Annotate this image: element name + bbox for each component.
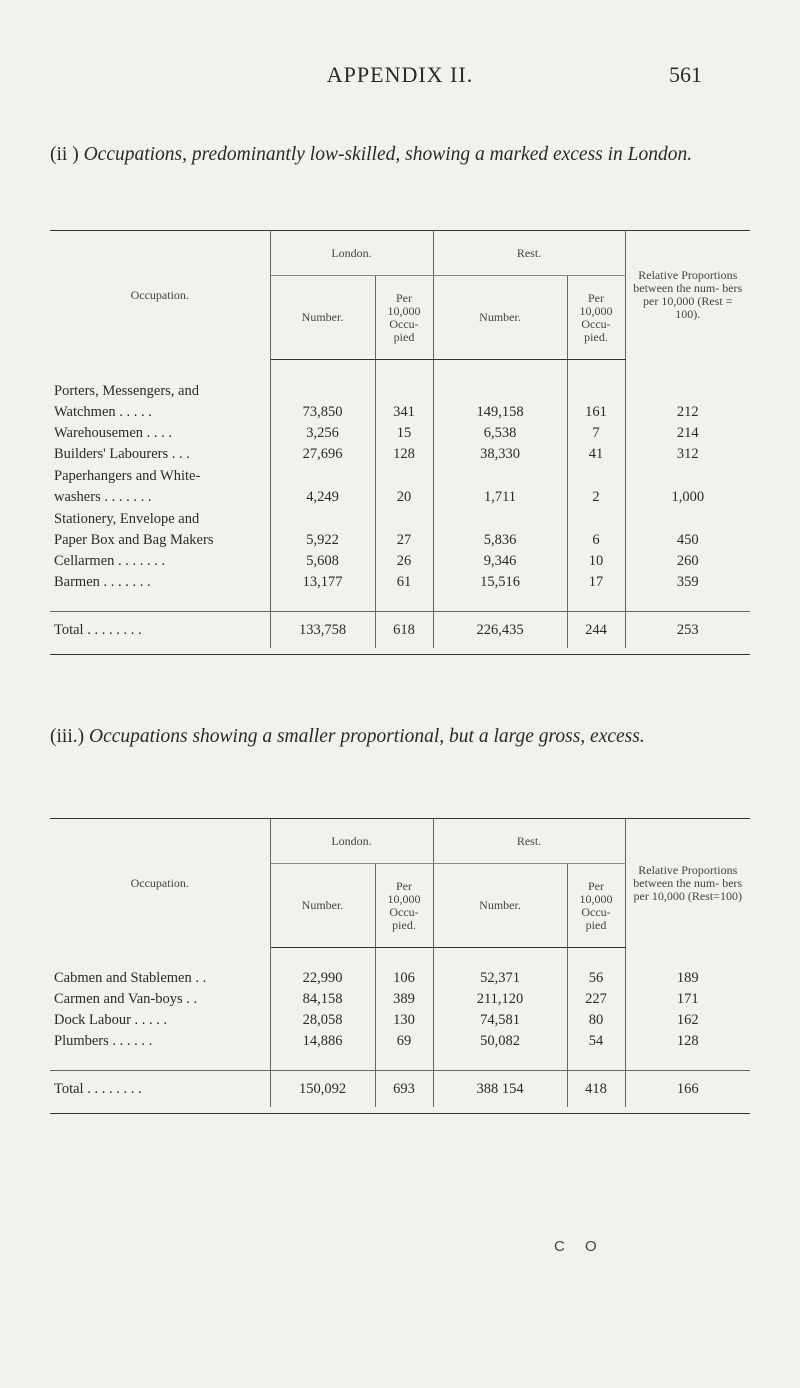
occupation-label: Paper Box and Bag Makers [50,530,270,551]
relative-value: 162 [676,1012,699,1028]
table-ii [50,230,750,655]
table-row [50,551,750,572]
london-number: 27,696 [270,444,375,465]
occupation-label: Dock Labour . . . . . [50,1010,270,1031]
occupation-label: Plumbers . . . . . . [50,1031,270,1052]
rest-per-header: Per 10,000 Occu- pied. [567,276,625,360]
table-row [50,1031,750,1052]
relative-value: 128 [676,1033,699,1049]
london-number-header: Number. [270,276,375,360]
london-header: London. [270,819,433,864]
rest-number-header: Number. [433,276,567,360]
london-number-header: Number. [270,864,375,948]
running-head [0,62,800,96]
london-number: 13,177 [270,572,375,593]
rest-per: 227 [567,989,625,1010]
occupation-label: Watchmen . . . . . [50,402,270,423]
section-iii-title: Occupations showing a smaller proportional, but a large gross, excess. [89,726,645,747]
occupation-label: Porters, Messengers, and [50,380,270,402]
relative-value: 171 [676,991,699,1007]
table-row [50,465,750,487]
total-rest-per: 418 [567,1071,625,1108]
table-row [50,572,750,593]
total-rest-number: 226,435 [433,612,567,649]
table-row [50,530,750,551]
london-header: London. [270,231,433,276]
occupation-label: Paperhangers and White- [50,465,270,487]
section-iii-marker: (iii.) [50,726,85,747]
occupation-label: Cabmen and Stablemen . . [50,968,270,989]
total-london-per: 618 [375,612,433,649]
rest-per: 56 [567,968,625,989]
table-row [50,487,750,508]
rest-number: 38,330 [433,444,567,465]
table-row [50,508,750,530]
rest-number: 50,082 [433,1031,567,1052]
table-row [50,968,750,989]
total-relative: 253 [676,621,699,638]
table-row [50,380,750,402]
occupation-label: Builders' Labourers . . . [50,444,270,465]
rest-per: 17 [567,572,625,593]
relative-value: 450 [676,532,699,548]
london-per: 128 [375,444,433,465]
rest-number-header: Number. [433,864,567,948]
london-per-header: Per 10,000 Occu- pied. [375,864,433,948]
total-label: Total . . . . . . . . [50,612,270,649]
table-row [50,402,750,423]
london-per: 69 [375,1031,433,1052]
london-number: 73,850 [270,402,375,423]
table-row [50,989,750,1010]
section-ii-heading [50,140,750,170]
london-number: 84,158 [270,989,375,1010]
signature-mark: C O [554,1238,605,1255]
total-rest-per: 244 [567,612,625,649]
total-london-per: 693 [375,1071,433,1108]
table-row [50,423,750,444]
total-london-number: 133,758 [270,612,375,649]
london-per: 26 [375,551,433,572]
table-row [50,1010,750,1031]
rest-number: 74,581 [433,1010,567,1031]
relative-value: 359 [676,574,699,590]
london-per: 389 [375,989,433,1010]
rest-number: 15,516 [433,572,567,593]
rest-number: 5,836 [433,530,567,551]
rest-number: 9,346 [433,551,567,572]
london-per: 130 [375,1010,433,1031]
london-per: 61 [375,572,433,593]
rest-per-header: Per 10,000 Occu- pied [567,864,625,948]
total-row [50,612,750,649]
total-row [50,1071,750,1108]
occupation-label: Cellarmen . . . . . . . [50,551,270,572]
rest-per: 6 [567,530,625,551]
relative-value: 312 [676,446,699,462]
occupation-label: Barmen . . . . . . . [50,572,270,593]
page-number: 561 [669,62,702,87]
london-number: 5,608 [270,551,375,572]
rest-per: 7 [567,423,625,444]
rest-per: 54 [567,1031,625,1052]
section-ii-marker: (ii ) [50,144,79,165]
rest-per: 2 [567,487,625,508]
total-rest-number: 388 154 [433,1071,567,1108]
total-london-number: 150,092 [270,1071,375,1108]
rest-per: 161 [567,402,625,423]
rest-number: 149,158 [433,402,567,423]
rest-per: 41 [567,444,625,465]
rest-number: 52,371 [433,968,567,989]
rest-number: 6,538 [433,423,567,444]
rest-header: Rest. [433,231,625,276]
london-number: 22,990 [270,968,375,989]
london-number: 3,256 [270,423,375,444]
london-number: 4,249 [270,487,375,508]
total-relative: 166 [676,1080,699,1097]
relative-value: 214 [676,425,699,441]
london-per: 341 [375,402,433,423]
occupation-label: Stationery, Envelope and [50,508,270,530]
london-per: 15 [375,423,433,444]
occupation-label: Warehousemen . . . . [50,423,270,444]
total-label: Total . . . . . . . . [50,1071,270,1108]
london-number: 28,058 [270,1010,375,1031]
occupation-header: Occupation. [50,819,270,948]
table-row [50,444,750,465]
london-number: 14,886 [270,1031,375,1052]
running-title: APPENDIX II. [326,62,474,87]
occupation-label: washers . . . . . . . [50,487,270,508]
rest-per: 80 [567,1010,625,1031]
rest-number: 1,711 [433,487,567,508]
table-iii [50,818,750,1114]
occupation-header: Occupation. [50,231,270,360]
london-per: 20 [375,487,433,508]
relative-value: 189 [676,970,699,986]
rest-header: Rest. [433,819,625,864]
relative-header: Relative Proportions between the num- bers per 10,000 (Rest=100) [625,819,750,948]
relative-value: 1,000 [671,489,705,505]
london-per: 27 [375,530,433,551]
london-per: 106 [375,968,433,989]
occupation-label: Carmen and Van-boys . . [50,989,270,1010]
relative-header: Relative Proportions between the num- bers per 10,000 (Rest = 100). [625,231,750,360]
section-iii-heading [50,722,750,752]
relative-value: 212 [676,404,699,420]
rest-number: 211,120 [433,989,567,1010]
rest-per: 10 [567,551,625,572]
relative-value: 260 [676,553,699,569]
london-number: 5,922 [270,530,375,551]
section-ii-title: Occupations, predominantly low-skilled, showing a marked excess in London. [83,144,693,165]
london-per-header: Per 10,000 Occu- pied [375,276,433,360]
